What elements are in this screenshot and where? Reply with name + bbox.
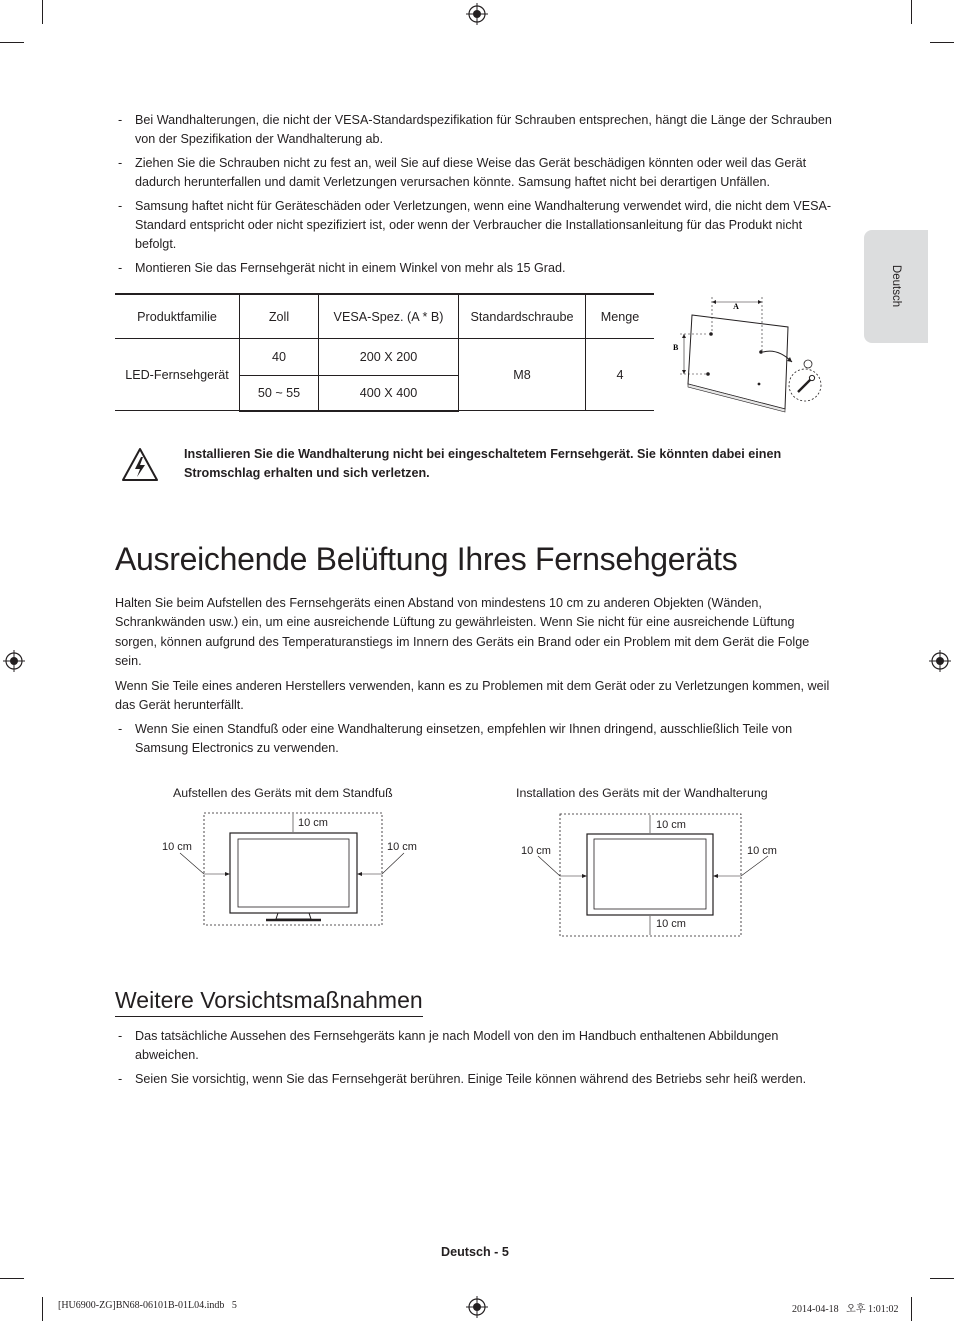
table-header: Produktfamilie	[115, 294, 240, 339]
registration-mark-icon	[466, 3, 488, 25]
distance-label: 10 cm	[298, 817, 328, 829]
crop-mark	[930, 1278, 954, 1279]
crop-mark	[911, 0, 912, 24]
section2-bullet-list	[115, 1027, 835, 1094]
body-paragraph: Halten Sie beim Aufstellen des Fernsehgeräts einen Abstand von mindestens 10 cm zu anderen Objekten (Wänden, Schrankwänden usw.) ein, um eine ausreichende Lüftung zu gewährleisten. Wenn Sie nicht für eine ausreichende Lüftung sorgen, können aufgrund des Temperaturanstiegs im Innern des Geräts ein Brand oder ein Problem mit dem Gerät die Folge sein.	[115, 596, 810, 668]
table-header: VESA-Spez. (A * B)	[319, 294, 459, 339]
table-cell-qty: 4	[586, 339, 655, 411]
distance-label: 10 cm	[162, 841, 192, 853]
list-item: - Montieren Sie das Fernsehgerät nicht in einem Winkel von mehr als 15 Grad.	[115, 259, 835, 278]
dimension-b-label: B	[673, 343, 679, 352]
print-file-info: [HU6900-ZG]BN68-06101B-01L04.indb 5	[58, 1300, 237, 1311]
crop-mark	[0, 1278, 24, 1279]
list-item: - Das tatsächliche Aussehen des Fernsehgeräts kann je nach Modell von den im Handbuch enthaltenen Abbildungen abweichen.	[115, 1027, 835, 1065]
table-cell-zoll: 50 ~ 55	[240, 376, 319, 411]
table-cell-vesa: 400 X 400	[319, 376, 459, 411]
table-cell-zoll: 40	[240, 339, 319, 376]
caption-wall: Installation des Geräts mit der Wandhalterung	[516, 786, 768, 800]
wall-mount-diagram	[666, 292, 830, 414]
table-cell-vesa: 200 X 200	[319, 339, 459, 376]
table-cell-family: LED-Fernsehgerät	[115, 339, 240, 411]
list-item: - Ziehen Sie die Schrauben nicht zu fest an, weil Sie auf diese Weise das Gerät beschädigen könnten oder weil das Gerät dadurch herunterfallen und damit Verletzungen verursachen könnte. Samsung haftet nicht bei derartigen Unfällen.	[115, 154, 835, 192]
distance-label: 10 cm	[387, 841, 417, 853]
registration-mark-icon	[3, 650, 25, 672]
crop-mark	[930, 42, 954, 43]
crop-mark	[911, 1297, 912, 1321]
list-item: - Seien Sie vorsichtig, wenn Sie das Fernsehgerät berühren. Einige Teile können während des Betriebs sehr heiß werden.	[115, 1070, 835, 1089]
section1-bullet-list	[115, 720, 835, 763]
page-number: Deutsch - 5	[441, 1245, 509, 1259]
table-header: Standardschraube	[459, 294, 586, 339]
section-title: Weitere Vorsichtsmaßnahmen	[115, 987, 423, 1017]
registration-mark-icon	[466, 1296, 488, 1318]
distance-label: 10 cm	[656, 918, 686, 930]
list-item: - Wenn Sie einen Standfuß oder eine Wandhalterung einsetzen, empfehlen wir Ihnen dringend, ausschließlich Teile von Samsung Electronics zu verwenden.	[115, 720, 835, 758]
language-side-tab	[864, 230, 928, 343]
caption-stand: Aufstellen des Geräts mit dem Standfuß	[173, 786, 393, 800]
vesa-spec-table	[115, 293, 654, 412]
crop-mark	[0, 42, 24, 43]
warning-text: Installieren Sie die Wandhalterung nicht bei eingeschaltetem Fernsehgerät. Sie könnten dabei einen Stromschlag erhalten und sich verletzen.	[184, 447, 782, 480]
print-date-info: 2014-04-18 오후 1:01:02	[792, 1304, 899, 1315]
distance-label: 10 cm	[656, 819, 686, 831]
registration-mark-icon	[929, 650, 951, 672]
list-item: - Bei Wandhalterungen, die nicht der VESA-Standardspezifikation für Schrauben entsprechen, hängt die Länge der Schrauben von der Spezifikation der Wandhalterung ab.	[115, 111, 835, 149]
crop-mark	[42, 0, 43, 24]
page-title: Ausreichende Belüftung Ihres Fernsehgeräts	[115, 541, 738, 577]
list-item: - Samsung haftet nicht für Geräteschäden oder Verletzungen, wenn eine Wandhalterung verwendet wird, die nicht dem VESA-Standard entspricht oder nicht spezifiziert ist, oder wenn der Verbraucher die Installationsanleitung für das Produkt nicht befolgt.	[115, 197, 835, 254]
stand-ventilation-diagram	[160, 808, 424, 930]
intro-bullet-list	[115, 111, 835, 283]
body-paragraph: Wenn Sie Teile eines anderen Herstellers verwenden, kann es zu Problemen mit dem Gerät oder zu Verletzungen kommen, weil das Gerät herunterfällt.	[115, 679, 830, 713]
distance-label: 10 cm	[521, 845, 551, 857]
table-header: Menge	[586, 294, 655, 339]
distance-label: 10 cm	[747, 845, 777, 857]
table-cell-screw: M8	[459, 339, 586, 411]
crop-mark	[42, 1297, 43, 1321]
table-header: Zoll	[240, 294, 319, 339]
electric-shock-warning-icon	[121, 447, 159, 483]
dimension-a-label: A	[733, 302, 739, 311]
side-tab-label: Deutsch	[890, 264, 902, 308]
